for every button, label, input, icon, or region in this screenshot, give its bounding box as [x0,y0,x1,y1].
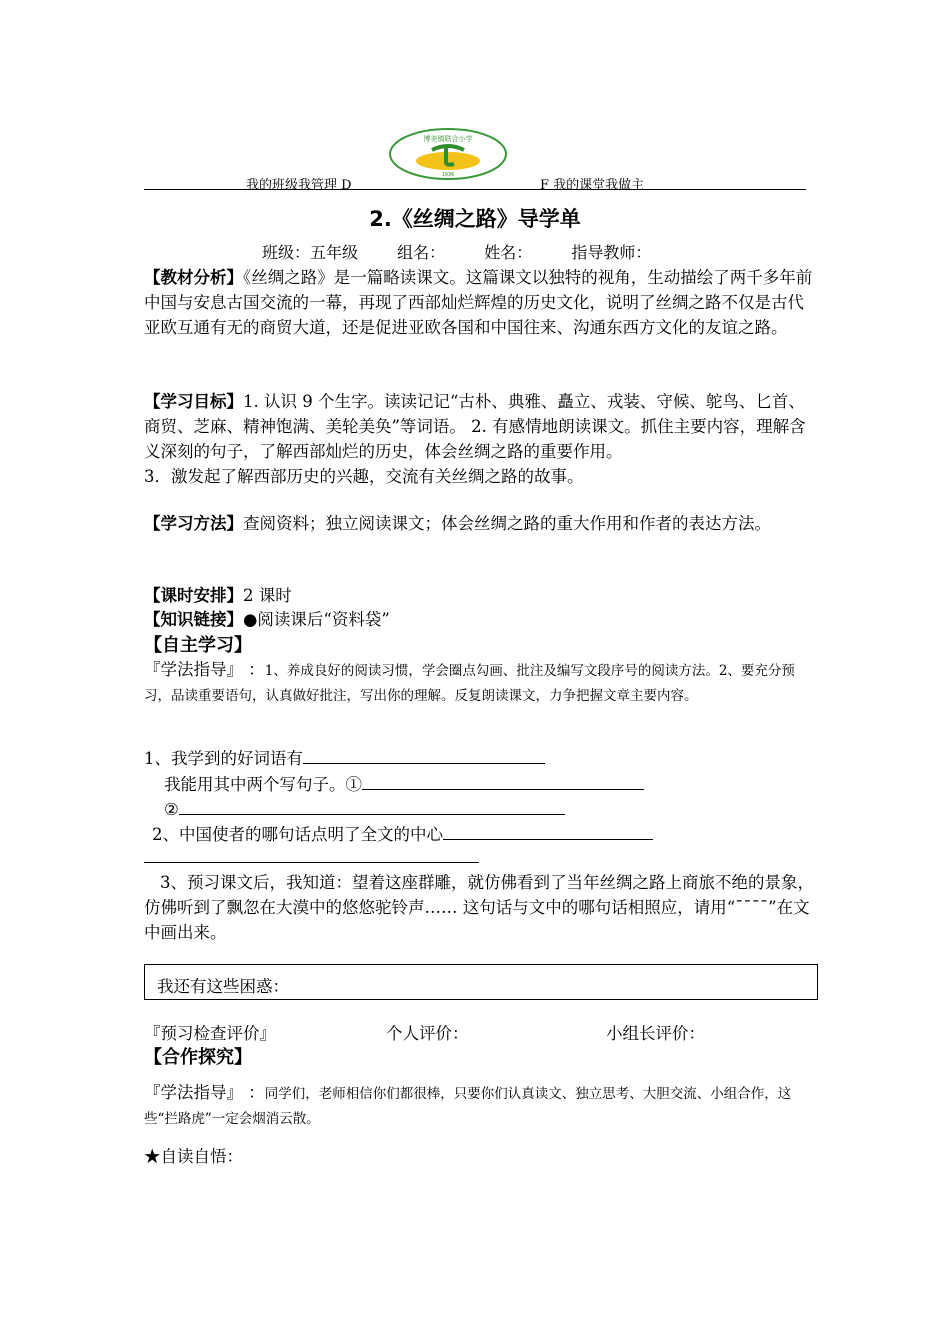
self-read-label: ★自读自悟： [144,1147,243,1166]
page-title: 2.《丝绸之路》导学单 [369,207,581,231]
method-text: 查阅资料；独立阅读课文；体会丝绸之路的重大作用和作者的表达方法。 [243,514,771,533]
question-3: 3、预习课文后，我知道：望着这座群雕，就仿佛看到了当年丝绸之路上商旅不绝的景象，仿佛听到了飘忽在大漠中的悠悠驼铃声…… 这句话与文中的哪句话相照应，请用“ˉˉˉˉ”在文中画出来。 [144,873,814,942]
question-2 [152,821,653,845]
schedule-text: 2 课时 [243,586,292,605]
schedule-line [144,583,814,608]
group-field: 组名： [397,243,446,262]
eval-leader: 小组长评价： [606,1024,705,1043]
question-1c-text: ② [164,800,179,819]
logo-year: 1936 [441,172,455,178]
school-logo [388,128,508,180]
question-1b [164,771,644,795]
cooperation-heading: 【合作探究】 [144,1047,252,1068]
question-2-text: 2、中国使者的哪句话点明了全文的中心 [152,825,443,844]
goals-text-2: 3．激发起了解西部历史的兴趣，交流有关丝绸之路的故事。 [144,467,584,486]
goals-label: 【学习目标】 [144,392,243,411]
method-label: 【学习方法】 [144,514,243,533]
header-right: F 我的课堂我做主 [540,178,645,193]
student-info [262,240,685,263]
answer-line-2b[interactable] [144,862,479,863]
header-rule [144,189,806,190]
schedule-label: 【课时安排】 [144,586,243,605]
coop-guide-text: 同学们，老师相信你们都很棒，只要你们认真读文、独立思考、大胆交流、小组合作，这些“拦路虎”一定会烟消云散。 [144,1086,792,1127]
teacher-field: 指导教师： [571,243,652,262]
answer-line-1c[interactable] [179,796,565,815]
answer-line-1[interactable] [303,745,545,764]
name-field: 姓名： [484,243,533,262]
question-1 [144,745,545,769]
question-1-text: 1、我学到的好词语有 [144,749,303,768]
goals-section [144,389,814,489]
logo-text: 博美镇联合小学 [423,135,473,143]
self-study-guide [144,657,816,709]
link-text: ●阅读课后“资料袋” [243,610,390,629]
cooperation-guide [144,1080,816,1132]
link-label: 【知识链接】 [144,610,243,629]
eval-personal: 个人评价： [386,1024,469,1043]
analysis-section [144,265,814,340]
question-1b-text: 我能用其中两个写句子。① [164,775,362,794]
analysis-label: 【教材分析】 [144,268,243,287]
confusion-box[interactable] [144,964,818,1000]
answer-line-1b[interactable] [362,771,644,790]
guide-label: 『学法指导』 ： [144,660,265,679]
class-field: 班级：五年级 [262,243,359,262]
coop-guide-label: 『学法指导』 ： [144,1083,265,1102]
answer-line-2[interactable] [443,821,653,840]
question-1c [164,796,565,819]
link-line [144,607,814,632]
self-study-heading: 【自主学习】 [144,635,252,656]
header-left: 我的班级我管理 D [246,178,352,193]
eval-label: 『预习检查评价』 [144,1024,276,1043]
analysis-text: 《丝绸之路》是一篇略读课文。这篇课文以独特的视角，生动描绘了两千多年前中国与安息古国交流的一幕，再现了西部灿烂辉煌的历史文化，说明了丝绸之路不仅是古代亚欧互通有无的商贸大道，还是促进亚欧各国和中国往来、沟通东西方文化的友谊之路。 [144,268,813,337]
goals-text: 1. 认识 9 个生字。读读记记“古朴、典雅、矗立、戎装、守候、鸵鸟、匕首、商贸、芝麻、精神饱满、美轮美奂”等词语。 2. 有感情地朗读课文。抓住主要内容，理解含义深刻的句子，了解西部灿烂的历史，体会丝绸之路的重要作用。 [144,392,806,461]
method-section [144,511,814,536]
guide-text: 1、养成良好的阅读习惯，学会圈点勾画、批注及编写文段序号的阅读方法。2、要充分预习，品读重要语句，认真做好批注，写出你的理解。反复朗读课文，力争把握文章主要内容。 [144,663,795,704]
confusion-label: 我还有这些困惑： [157,977,289,996]
